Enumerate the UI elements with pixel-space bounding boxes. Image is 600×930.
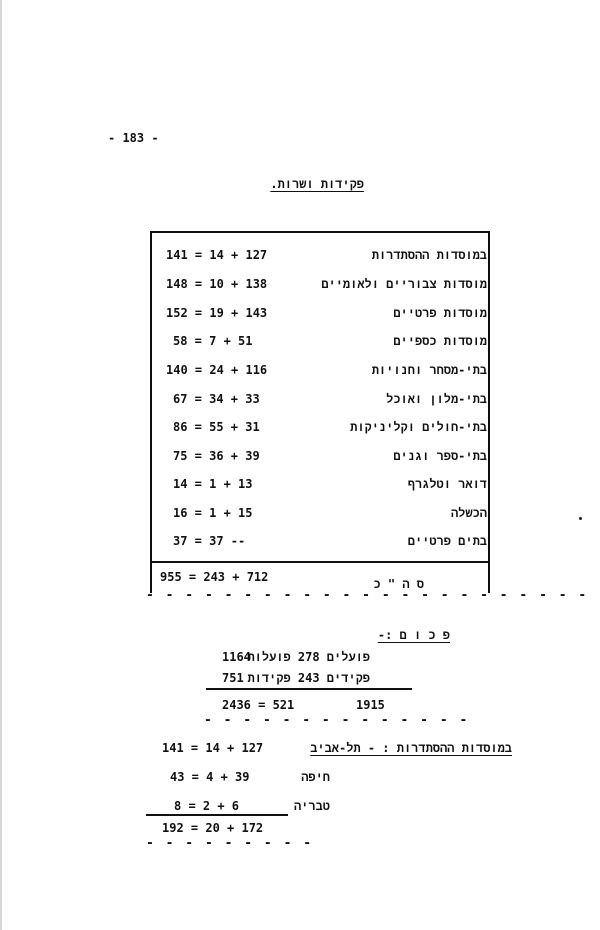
table-top-rule xyxy=(150,231,490,233)
hist-row-label: טבריה xyxy=(293,799,330,813)
table-row-value: 141 = 14 + 127 xyxy=(166,248,268,262)
summary-dash-rule: - - - - - - - - - - - - - - xyxy=(204,713,470,728)
table-total-label: ס ה " כ xyxy=(373,577,424,591)
table-total-value: 955 = 243 + 712 xyxy=(160,570,269,584)
page-number: - 183 - xyxy=(108,131,159,145)
table-row-value: 16 = 1 + 15 xyxy=(173,506,253,520)
table-row-label: מוסדות פרטיים xyxy=(393,306,487,320)
table-row-label: בתי-חולים וקליניקות xyxy=(350,420,487,434)
table-row-value: 75 = 36 + 39 xyxy=(173,449,260,463)
table-row-value: 148 = 10 + 138 xyxy=(166,277,268,291)
table-row-value: 140 = 24 + 116 xyxy=(166,363,268,377)
table-row-value: 14 = 1 + 13 xyxy=(173,477,253,491)
summary-heading: פ כ ו ם :- xyxy=(377,628,450,642)
page-title: פקידות ושרות. xyxy=(270,177,364,191)
table-left-rule xyxy=(150,231,152,593)
table-row-value: 37 = 37 -- xyxy=(173,534,246,548)
summary-total-left: 2436 = 521 xyxy=(222,698,295,712)
table-row-label: בתי-מסחר וחנויות xyxy=(371,363,487,377)
hist-heading: במוסדות ההסתדרות : - תל-אביב xyxy=(310,741,512,755)
hist-row-label: חיפה xyxy=(301,770,330,784)
scan-speck xyxy=(579,517,582,520)
table-row-label: מוסדות צבוריים ולאומיים xyxy=(321,277,487,291)
table-dash-rule: - - - - - - - - - - - - - - - - - - - - - - - xyxy=(146,588,589,603)
summary-line1-label: פועלים 278 פועלות xyxy=(247,650,370,664)
page-left-edge xyxy=(0,0,2,930)
table-row-label: בתי-מלון ואוכל xyxy=(386,392,487,406)
hist-heading-value: 141 = 14 + 127 xyxy=(162,741,264,755)
summary-rule xyxy=(206,688,412,690)
table-row-label: בתי-ספר וגנים xyxy=(393,449,487,463)
summary-total-right: 1915 xyxy=(356,698,385,712)
summary-line2-value: 751 xyxy=(222,671,244,685)
table-row-value: 58 = 7 + 51 xyxy=(173,334,253,348)
table-row-label: מוסדות כספיים xyxy=(393,334,487,348)
hist-row-value: 43 = 4 + 39 xyxy=(170,770,250,784)
table-right-rule xyxy=(488,231,490,593)
table-row-label: בתים פרטיים xyxy=(407,534,487,548)
table-row-label: הכשלה xyxy=(450,506,487,520)
table-total-rule xyxy=(150,561,490,563)
table-row-value: 152 = 19 + 143 xyxy=(166,306,268,320)
summary-line2-label: פקידים 243 פקידות xyxy=(247,671,370,685)
summary-line1-value: 1164 xyxy=(222,650,251,664)
table-row-value: 86 = 55 + 31 xyxy=(173,420,260,434)
hist-rule xyxy=(146,814,288,816)
table-row-label: דואר וטלגרף xyxy=(407,477,487,491)
hist-dash-rule: - - - - - - - - - xyxy=(146,836,314,851)
hist-total: 192 = 20 + 172 xyxy=(162,821,264,835)
table-row-value: 67 = 34 + 33 xyxy=(173,392,260,406)
hist-row-value: 8 = 2 + 6 xyxy=(174,799,240,813)
table-row-label: במוסדות ההסתדרות xyxy=(371,248,487,262)
